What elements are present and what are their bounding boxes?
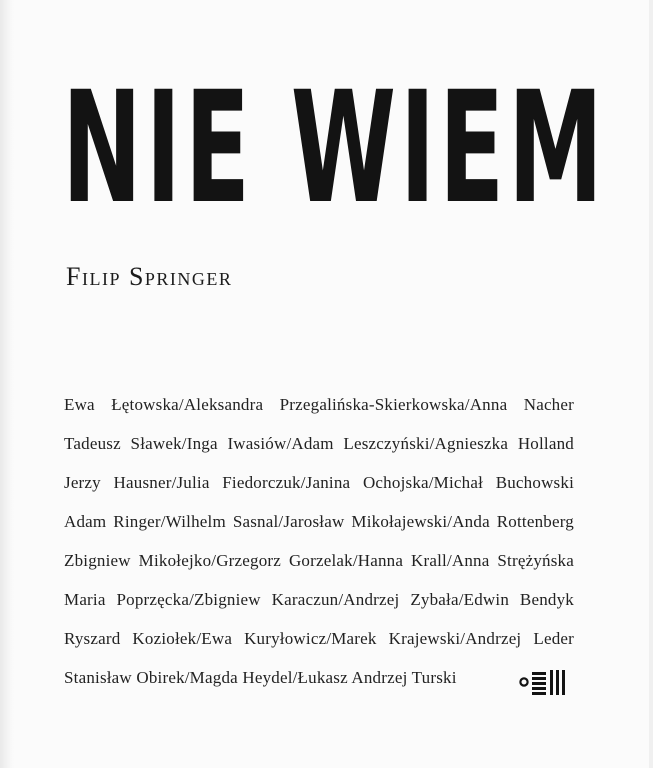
publisher-logo-icon: [518, 668, 574, 696]
contributor-line: Adam Ringer/Wilhelm Sasnal/Jarosław Mikołajewski/Anda Rottenberg: [64, 512, 574, 531]
contributor-line: Ryszard Koziołek/Ewa Kuryłowicz/Marek Krajewski/Andrzej Leder: [64, 629, 574, 648]
book-author: Filip Springer: [66, 262, 233, 291]
contributor-list: [64, 394, 574, 706]
contributor-line: Zbigniew Mikołejko/Grzegorz Gorzelak/Hanna Krall/Anna Strężyńska: [64, 551, 574, 570]
spine-edge: [0, 0, 14, 768]
page-edge: [649, 0, 653, 768]
contributor-line: Tadeusz Sławek/Inga Iwasiów/Adam Leszczyński/Agnieszka Holland: [64, 434, 574, 453]
contributor-line: Maria Poprzęcka/Zbigniew Karaczun/Andrzej Zybała/Edwin Bendyk: [64, 590, 574, 609]
contributor-line: Stanisław Obirek/Magda Heydel/Łukasz Andrzej Turski: [64, 668, 457, 687]
contributor-line: Ewa Łętowska/Aleksandra Przegalińska-Skierkowska/Anna Nacher: [64, 395, 574, 414]
contributor-line: Jerzy Hausner/Julia Fiedorczuk/Janina Ochojska/Michał Buchowski: [64, 473, 574, 492]
book-title: NIE WIEM: [62, 59, 607, 238]
